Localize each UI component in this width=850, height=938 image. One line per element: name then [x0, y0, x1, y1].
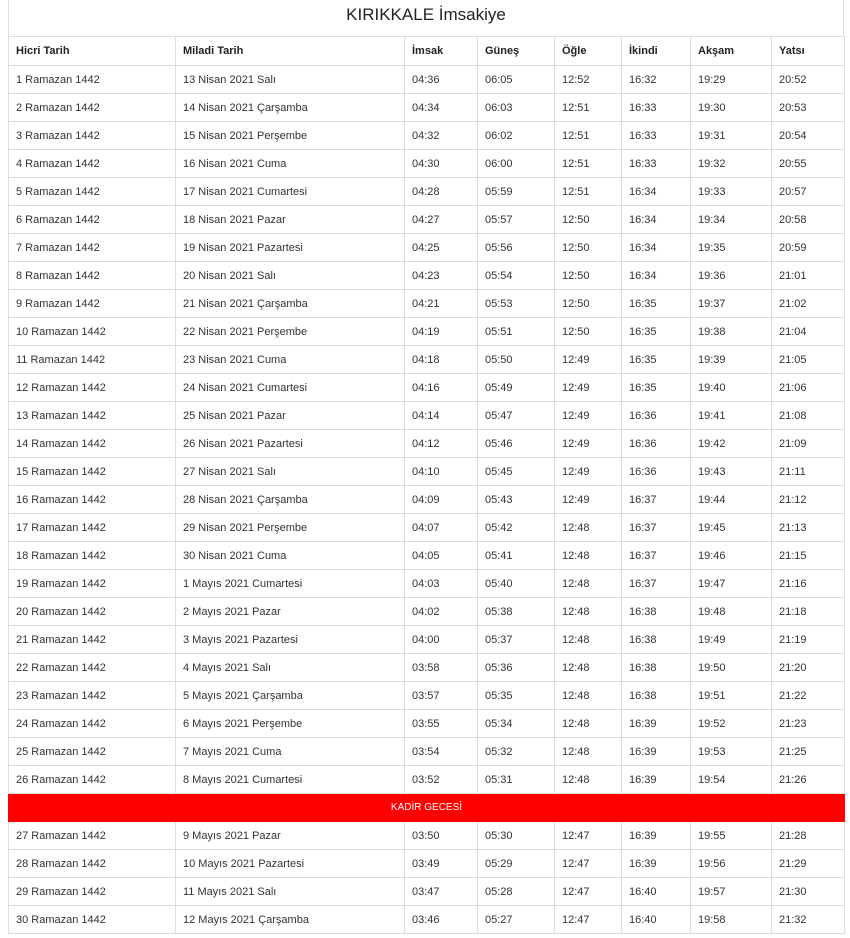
cell-aksam: 19:53 [691, 738, 772, 766]
cell-ogle: 12:48 [555, 738, 622, 766]
cell-hicri-tarih: 28 Ramazan 1442 [9, 850, 176, 878]
cell-ikindi: 16:40 [622, 906, 691, 934]
cell-imsak: 04:14 [405, 402, 478, 430]
cell-yatsi: 21:09 [772, 430, 845, 458]
cell-yatsi: 21:25 [772, 738, 845, 766]
cell-imsak: 04:36 [405, 66, 478, 94]
cell-yatsi: 21:11 [772, 458, 845, 486]
cell-ogle: 12:50 [555, 318, 622, 346]
cell-miladi-tarih: 15 Nisan 2021 Perşembe [176, 122, 405, 150]
cell-miladi-tarih: 7 Mayıs 2021 Cuma [176, 738, 405, 766]
table-header [9, 37, 845, 66]
cell-ikindi: 16:38 [622, 654, 691, 682]
cell-yatsi: 20:59 [772, 234, 845, 262]
page-title: KIRIKKALE İmsakiye [8, 0, 844, 36]
cell-gunes: 05:29 [478, 850, 555, 878]
cell-miladi-tarih: 3 Mayıs 2021 Pazartesi [176, 626, 405, 654]
cell-aksam: 19:42 [691, 430, 772, 458]
cell-imsak: 04:34 [405, 94, 478, 122]
cell-ogle: 12:50 [555, 290, 622, 318]
cell-ikindi: 16:36 [622, 430, 691, 458]
cell-gunes: 05:43 [478, 486, 555, 514]
cell-miladi-tarih: 20 Nisan 2021 Salı [176, 262, 405, 290]
cell-ogle: 12:48 [555, 710, 622, 738]
table-row [9, 514, 845, 542]
cell-hicri-tarih: 10 Ramazan 1442 [9, 318, 176, 346]
table-row [9, 598, 845, 626]
cell-ikindi: 16:33 [622, 122, 691, 150]
cell-aksam: 19:51 [691, 682, 772, 710]
cell-ogle: 12:48 [555, 570, 622, 598]
cell-gunes: 05:49 [478, 374, 555, 402]
cell-ikindi: 16:39 [622, 710, 691, 738]
cell-ogle: 12:49 [555, 346, 622, 374]
cell-imsak: 03:47 [405, 878, 478, 906]
cell-ogle: 12:47 [555, 878, 622, 906]
cell-aksam: 19:49 [691, 626, 772, 654]
cell-ikindi: 16:38 [622, 598, 691, 626]
cell-miladi-tarih: 1 Mayıs 2021 Cumartesi [176, 570, 405, 598]
cell-ogle: 12:49 [555, 486, 622, 514]
cell-imsak: 04:32 [405, 122, 478, 150]
table-row [9, 262, 845, 290]
cell-aksam: 19:32 [691, 150, 772, 178]
header-hicri-tarih: Hicri Tarih [9, 37, 176, 66]
cell-yatsi: 21:13 [772, 514, 845, 542]
cell-gunes: 06:05 [478, 66, 555, 94]
cell-miladi-tarih: 24 Nisan 2021 Cumartesi [176, 374, 405, 402]
cell-gunes: 05:32 [478, 738, 555, 766]
cell-imsak: 04:09 [405, 486, 478, 514]
cell-ogle: 12:49 [555, 402, 622, 430]
cell-gunes: 05:42 [478, 514, 555, 542]
cell-miladi-tarih: 22 Nisan 2021 Perşembe [176, 318, 405, 346]
cell-yatsi: 20:52 [772, 66, 845, 94]
cell-aksam: 19:30 [691, 94, 772, 122]
cell-imsak: 03:54 [405, 738, 478, 766]
cell-aksam: 19:54 [691, 766, 772, 794]
cell-miladi-tarih: 18 Nisan 2021 Pazar [176, 206, 405, 234]
cell-yatsi: 21:05 [772, 346, 845, 374]
cell-imsak: 04:10 [405, 458, 478, 486]
header-ogle: Öğle [555, 37, 622, 66]
cell-hicri-tarih: 25 Ramazan 1442 [9, 738, 176, 766]
cell-ikindi: 16:37 [622, 514, 691, 542]
cell-yatsi: 21:06 [772, 374, 845, 402]
cell-ikindi: 16:35 [622, 374, 691, 402]
cell-miladi-tarih: 23 Nisan 2021 Cuma [176, 346, 405, 374]
cell-ikindi: 16:40 [622, 878, 691, 906]
cell-yatsi: 20:54 [772, 122, 845, 150]
cell-ogle: 12:50 [555, 206, 622, 234]
header-ikindi: İkindi [622, 37, 691, 66]
cell-gunes: 05:41 [478, 542, 555, 570]
table-row [9, 822, 845, 850]
cell-ikindi: 16:34 [622, 262, 691, 290]
cell-yatsi: 21:02 [772, 290, 845, 318]
cell-ikindi: 16:39 [622, 822, 691, 850]
cell-ikindi: 16:39 [622, 850, 691, 878]
cell-yatsi: 21:04 [772, 318, 845, 346]
header-miladi-tarih: Miladi Tarih [176, 37, 405, 66]
cell-aksam: 19:52 [691, 710, 772, 738]
cell-imsak: 03:55 [405, 710, 478, 738]
table-row [9, 654, 845, 682]
cell-miladi-tarih: 13 Nisan 2021 Salı [176, 66, 405, 94]
table-row [9, 150, 845, 178]
cell-miladi-tarih: 28 Nisan 2021 Çarşamba [176, 486, 405, 514]
table-row [9, 346, 845, 374]
cell-aksam: 19:58 [691, 906, 772, 934]
cell-yatsi: 20:55 [772, 150, 845, 178]
table-row [9, 178, 845, 206]
cell-aksam: 19:29 [691, 66, 772, 94]
cell-aksam: 19:31 [691, 122, 772, 150]
cell-imsak: 04:05 [405, 542, 478, 570]
cell-imsak: 04:16 [405, 374, 478, 402]
table-row [9, 402, 845, 430]
cell-ogle: 12:48 [555, 654, 622, 682]
table-row [9, 374, 845, 402]
cell-hicri-tarih: 4 Ramazan 1442 [9, 150, 176, 178]
cell-hicri-tarih: 11 Ramazan 1442 [9, 346, 176, 374]
cell-hicri-tarih: 26 Ramazan 1442 [9, 766, 176, 794]
cell-miladi-tarih: 14 Nisan 2021 Çarşamba [176, 94, 405, 122]
cell-imsak: 04:21 [405, 290, 478, 318]
cell-miladi-tarih: 21 Nisan 2021 Çarşamba [176, 290, 405, 318]
cell-gunes: 05:38 [478, 598, 555, 626]
cell-ikindi: 16:34 [622, 178, 691, 206]
cell-ogle: 12:50 [555, 262, 622, 290]
cell-aksam: 19:55 [691, 822, 772, 850]
cell-miladi-tarih: 11 Mayıs 2021 Salı [176, 878, 405, 906]
table-row [9, 290, 845, 318]
cell-ikindi: 16:39 [622, 766, 691, 794]
cell-imsak: 03:49 [405, 850, 478, 878]
table-row [9, 430, 845, 458]
cell-ogle: 12:52 [555, 66, 622, 94]
cell-hicri-tarih: 3 Ramazan 1442 [9, 122, 176, 150]
cell-aksam: 19:47 [691, 570, 772, 598]
cell-yatsi: 21:26 [772, 766, 845, 794]
cell-gunes: 05:54 [478, 262, 555, 290]
cell-imsak: 04:18 [405, 346, 478, 374]
table-row [9, 94, 845, 122]
cell-miladi-tarih: 25 Nisan 2021 Pazar [176, 402, 405, 430]
cell-ogle: 12:48 [555, 514, 622, 542]
table-row [9, 570, 845, 598]
cell-miladi-tarih: 8 Mayıs 2021 Cumartesi [176, 766, 405, 794]
cell-miladi-tarih: 30 Nisan 2021 Cuma [176, 542, 405, 570]
cell-imsak: 04:02 [405, 598, 478, 626]
cell-hicri-tarih: 22 Ramazan 1442 [9, 654, 176, 682]
table-row [9, 458, 845, 486]
cell-hicri-tarih: 17 Ramazan 1442 [9, 514, 176, 542]
cell-ogle: 12:51 [555, 122, 622, 150]
cell-hicri-tarih: 27 Ramazan 1442 [9, 822, 176, 850]
header-imsak: İmsak [405, 37, 478, 66]
cell-hicri-tarih: 24 Ramazan 1442 [9, 710, 176, 738]
cell-hicri-tarih: 30 Ramazan 1442 [9, 906, 176, 934]
cell-yatsi: 21:22 [772, 682, 845, 710]
cell-gunes: 05:53 [478, 290, 555, 318]
cell-yatsi: 21:29 [772, 850, 845, 878]
cell-miladi-tarih: 26 Nisan 2021 Pazartesi [176, 430, 405, 458]
cell-ikindi: 16:38 [622, 626, 691, 654]
cell-yatsi: 21:30 [772, 878, 845, 906]
cell-imsak: 04:19 [405, 318, 478, 346]
table-row [9, 682, 845, 710]
cell-imsak: 03:50 [405, 822, 478, 850]
cell-ikindi: 16:35 [622, 346, 691, 374]
cell-imsak: 03:52 [405, 766, 478, 794]
cell-gunes: 05:40 [478, 570, 555, 598]
cell-gunes: 05:31 [478, 766, 555, 794]
cell-aksam: 19:33 [691, 178, 772, 206]
cell-ogle: 12:51 [555, 178, 622, 206]
cell-imsak: 04:28 [405, 178, 478, 206]
cell-yatsi: 21:15 [772, 542, 845, 570]
cell-hicri-tarih: 15 Ramazan 1442 [9, 458, 176, 486]
cell-gunes: 05:36 [478, 654, 555, 682]
table-row [9, 738, 845, 766]
cell-aksam: 19:46 [691, 542, 772, 570]
table-row [9, 486, 845, 514]
cell-gunes: 05:45 [478, 458, 555, 486]
cell-ogle: 12:48 [555, 682, 622, 710]
cell-ikindi: 16:32 [622, 66, 691, 94]
table-row [9, 906, 845, 934]
table-row [9, 878, 845, 906]
cell-yatsi: 21:28 [772, 822, 845, 850]
cell-ogle: 12:48 [555, 626, 622, 654]
table-row [9, 542, 845, 570]
cell-gunes: 05:35 [478, 682, 555, 710]
cell-miladi-tarih: 9 Mayıs 2021 Pazar [176, 822, 405, 850]
cell-imsak: 04:03 [405, 570, 478, 598]
cell-imsak: 03:46 [405, 906, 478, 934]
cell-hicri-tarih: 6 Ramazan 1442 [9, 206, 176, 234]
cell-gunes: 05:57 [478, 206, 555, 234]
cell-ogle: 12:49 [555, 458, 622, 486]
kadir-gecesi-row [9, 794, 845, 822]
cell-ogle: 12:47 [555, 906, 622, 934]
cell-ikindi: 16:35 [622, 290, 691, 318]
cell-ogle: 12:49 [555, 430, 622, 458]
cell-ogle: 12:51 [555, 94, 622, 122]
cell-yatsi: 20:58 [772, 206, 845, 234]
cell-miladi-tarih: 16 Nisan 2021 Cuma [176, 150, 405, 178]
cell-ogle: 12:48 [555, 542, 622, 570]
cell-ogle: 12:48 [555, 766, 622, 794]
cell-hicri-tarih: 23 Ramazan 1442 [9, 682, 176, 710]
cell-yatsi: 21:20 [772, 654, 845, 682]
cell-miladi-tarih: 17 Nisan 2021 Cumartesi [176, 178, 405, 206]
cell-gunes: 05:51 [478, 318, 555, 346]
kadir-gecesi-label: KADİR GECESİ [9, 794, 845, 822]
cell-aksam: 19:40 [691, 374, 772, 402]
table-body [9, 66, 845, 934]
table-row [9, 766, 845, 794]
cell-miladi-tarih: 6 Mayıs 2021 Perşembe [176, 710, 405, 738]
cell-imsak: 03:58 [405, 654, 478, 682]
cell-gunes: 05:59 [478, 178, 555, 206]
cell-gunes: 06:03 [478, 94, 555, 122]
table-row [9, 710, 845, 738]
cell-yatsi: 21:01 [772, 262, 845, 290]
table-row [9, 318, 845, 346]
cell-aksam: 19:43 [691, 458, 772, 486]
cell-imsak: 04:25 [405, 234, 478, 262]
cell-gunes: 05:30 [478, 822, 555, 850]
cell-gunes: 05:50 [478, 346, 555, 374]
cell-ogle: 12:50 [555, 234, 622, 262]
cell-miladi-tarih: 12 Mayıs 2021 Çarşamba [176, 906, 405, 934]
cell-hicri-tarih: 7 Ramazan 1442 [9, 234, 176, 262]
cell-aksam: 19:44 [691, 486, 772, 514]
cell-imsak: 04:07 [405, 514, 478, 542]
cell-ikindi: 16:33 [622, 94, 691, 122]
cell-hicri-tarih: 8 Ramazan 1442 [9, 262, 176, 290]
cell-hicri-tarih: 16 Ramazan 1442 [9, 486, 176, 514]
cell-hicri-tarih: 13 Ramazan 1442 [9, 402, 176, 430]
cell-imsak: 04:27 [405, 206, 478, 234]
table-row [9, 66, 845, 94]
cell-ikindi: 16:37 [622, 486, 691, 514]
cell-aksam: 19:39 [691, 346, 772, 374]
header-aksam: Akşam [691, 37, 772, 66]
cell-aksam: 19:48 [691, 598, 772, 626]
cell-yatsi: 20:57 [772, 178, 845, 206]
cell-gunes: 05:34 [478, 710, 555, 738]
cell-ogle: 12:47 [555, 822, 622, 850]
cell-aksam: 19:41 [691, 402, 772, 430]
cell-gunes: 05:28 [478, 878, 555, 906]
cell-gunes: 05:27 [478, 906, 555, 934]
cell-yatsi: 21:12 [772, 486, 845, 514]
cell-ikindi: 16:34 [622, 206, 691, 234]
table-row [9, 850, 845, 878]
cell-yatsi: 21:16 [772, 570, 845, 598]
cell-hicri-tarih: 29 Ramazan 1442 [9, 878, 176, 906]
cell-aksam: 19:57 [691, 878, 772, 906]
cell-ogle: 12:47 [555, 850, 622, 878]
cell-ogle: 12:48 [555, 598, 622, 626]
cell-yatsi: 21:08 [772, 402, 845, 430]
cell-ikindi: 16:38 [622, 682, 691, 710]
cell-imsak: 04:00 [405, 626, 478, 654]
cell-miladi-tarih: 27 Nisan 2021 Salı [176, 458, 405, 486]
cell-hicri-tarih: 20 Ramazan 1442 [9, 598, 176, 626]
cell-aksam: 19:35 [691, 234, 772, 262]
cell-gunes: 05:37 [478, 626, 555, 654]
header-yatsi: Yatsı [772, 37, 845, 66]
cell-hicri-tarih: 1 Ramazan 1442 [9, 66, 176, 94]
cell-imsak: 03:57 [405, 682, 478, 710]
cell-imsak: 04:12 [405, 430, 478, 458]
cell-ikindi: 16:37 [622, 542, 691, 570]
cell-hicri-tarih: 12 Ramazan 1442 [9, 374, 176, 402]
cell-yatsi: 21:23 [772, 710, 845, 738]
cell-hicri-tarih: 18 Ramazan 1442 [9, 542, 176, 570]
table-row [9, 234, 845, 262]
cell-yatsi: 20:53 [772, 94, 845, 122]
cell-ikindi: 16:36 [622, 402, 691, 430]
table-row [9, 206, 845, 234]
table-row [9, 626, 845, 654]
cell-miladi-tarih: 2 Mayıs 2021 Pazar [176, 598, 405, 626]
cell-ogle: 12:51 [555, 150, 622, 178]
cell-ogle: 12:49 [555, 374, 622, 402]
cell-ikindi: 16:37 [622, 570, 691, 598]
cell-gunes: 06:02 [478, 122, 555, 150]
cell-aksam: 19:37 [691, 290, 772, 318]
cell-miladi-tarih: 4 Mayıs 2021 Salı [176, 654, 405, 682]
cell-aksam: 19:34 [691, 206, 772, 234]
cell-yatsi: 21:32 [772, 906, 845, 934]
cell-aksam: 19:36 [691, 262, 772, 290]
cell-miladi-tarih: 19 Nisan 2021 Pazartesi [176, 234, 405, 262]
header-gunes: Güneş [478, 37, 555, 66]
cell-ikindi: 16:33 [622, 150, 691, 178]
cell-gunes: 05:56 [478, 234, 555, 262]
cell-aksam: 19:56 [691, 850, 772, 878]
cell-gunes: 06:00 [478, 150, 555, 178]
cell-miladi-tarih: 29 Nisan 2021 Perşembe [176, 514, 405, 542]
cell-hicri-tarih: 9 Ramazan 1442 [9, 290, 176, 318]
imsakiye-container [8, 0, 844, 938]
cell-aksam: 19:38 [691, 318, 772, 346]
cell-hicri-tarih: 19 Ramazan 1442 [9, 570, 176, 598]
cell-imsak: 04:30 [405, 150, 478, 178]
cell-aksam: 19:45 [691, 514, 772, 542]
cell-imsak: 04:23 [405, 262, 478, 290]
cell-hicri-tarih: 21 Ramazan 1442 [9, 626, 176, 654]
cell-hicri-tarih: 5 Ramazan 1442 [9, 178, 176, 206]
cell-hicri-tarih: 14 Ramazan 1442 [9, 430, 176, 458]
cell-gunes: 05:46 [478, 430, 555, 458]
cell-aksam: 19:50 [691, 654, 772, 682]
cell-ikindi: 16:35 [622, 318, 691, 346]
cell-yatsi: 21:19 [772, 626, 845, 654]
cell-hicri-tarih: 2 Ramazan 1442 [9, 94, 176, 122]
cell-gunes: 05:47 [478, 402, 555, 430]
cell-ikindi: 16:39 [622, 738, 691, 766]
cell-miladi-tarih: 10 Mayıs 2021 Pazartesi [176, 850, 405, 878]
imsakiye-table [8, 36, 845, 934]
table-row [9, 122, 845, 150]
cell-ikindi: 16:34 [622, 234, 691, 262]
cell-yatsi: 21:18 [772, 598, 845, 626]
cell-miladi-tarih: 5 Mayıs 2021 Çarşamba [176, 682, 405, 710]
cell-ikindi: 16:36 [622, 458, 691, 486]
header-row [9, 37, 845, 66]
